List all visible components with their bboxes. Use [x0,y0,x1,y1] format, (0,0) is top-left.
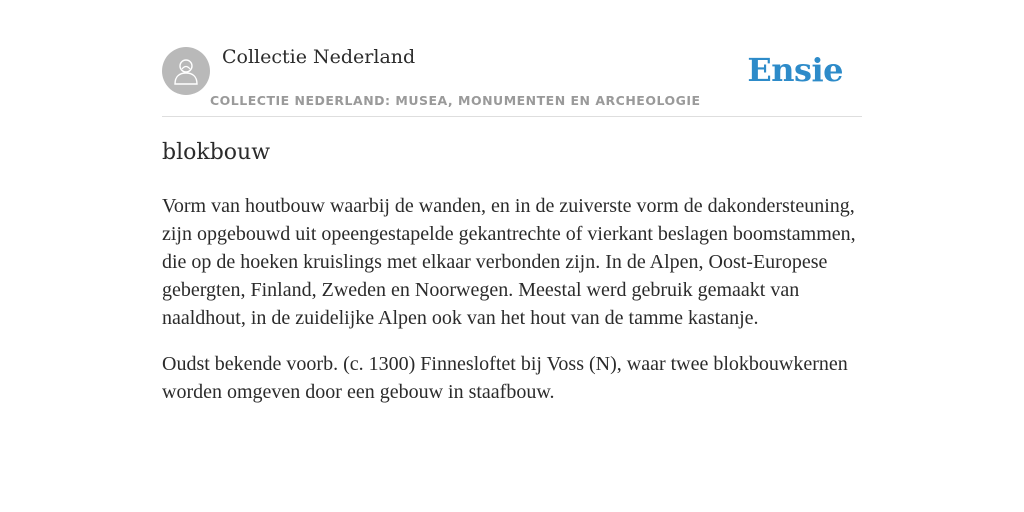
source-caption[interactable]: COLLECTIE NEDERLAND: MUSEA, MONUMENTEN EN ARCHEOLOGIE [210,93,701,108]
user-icon [173,57,199,85]
entry-header [162,46,862,117]
author-name[interactable]: Collectie Nederland [222,46,416,68]
entry-title: blokbouw [162,140,271,165]
example-paragraph: Oudst bekende voorb. (c. 1300) Finnesloftet bij Voss (N), waar twee blokbouwkernen worden omgeven door een gebouw in staafbouw. [162,353,848,403]
definition-paragraph: Vorm van houtbouw waarbij de wanden, en in de zuiverste vorm de dakondersteuning, zijn opgebouwd uit opeengestapelde gekantrechte of vierkant beslagen boomstammen, die op de hoeken kruislings met elkaar verbonden zijn. In de Alpen, Oost-Europese gebergten, Finland, Zweden en Noorwegen. Meestal werd gebruik gemaakt van naaldhout, in de zuidelijke Alpen ook van het hout van de tamme kastanje. [162,195,856,329]
brand-logo[interactable]: Ensie [747,51,843,89]
entry-body [162,192,862,424]
avatar[interactable] [162,47,210,95]
